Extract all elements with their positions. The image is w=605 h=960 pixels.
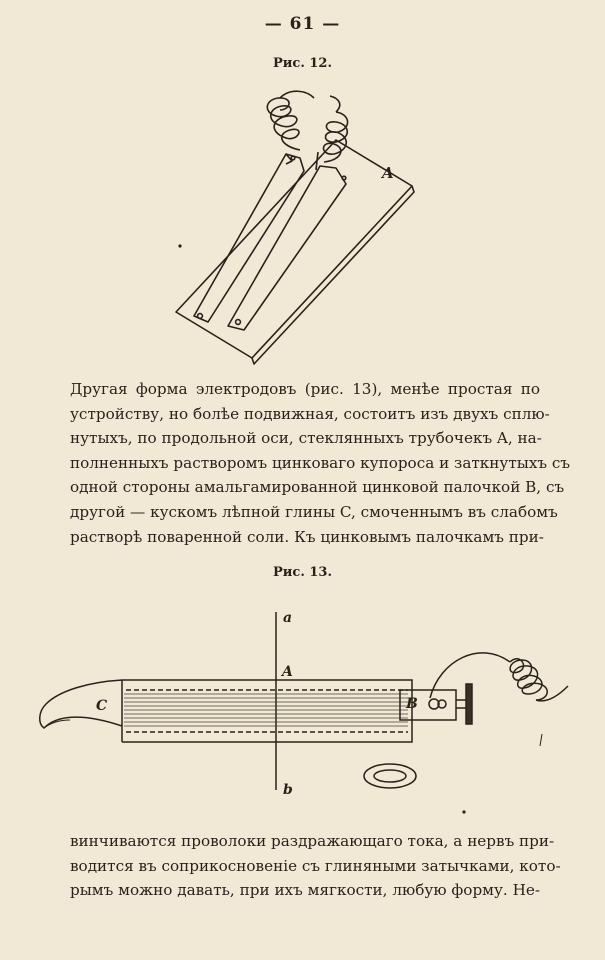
text-line: другой — кускомъ лѣпной глины C, смоченнымъ въ слабомъ [70,502,558,521]
figure-12-caption: Рис. 12. [272,56,332,71]
text-line: водится въ соприкосновеніе съ глиняными затычками, кото- [70,856,561,875]
text-line: рымъ можно давать, при ихъ мягкости, любую форму. Не- [70,881,540,900]
figure-13-caption: Рис. 13. [272,565,332,580]
page-number: — 61 — [264,14,341,34]
figure-12-label-a: A [382,164,394,182]
paragraph-2 [70,829,561,903]
text-line: одной стороны амальгамированной цинковой палочкой B, съ [70,478,565,497]
text-line: нутыхъ, по продольной оси, стеклянныхъ трубочекъ A, на- [70,429,542,448]
figure-13-label-B: B [406,696,418,712]
figure-13-label-b: b [283,782,293,798]
text-line: растворѣ поваренной соли. Къ цинковымъ палочкамъ при- [70,527,544,546]
ring [364,764,416,788]
figure-13-label-C: C [96,698,108,714]
text-line: устройству, но болѣе подвижная, состоитъ изъ двухъ сплю- [70,404,550,423]
wire-coil [510,659,547,700]
figure-13-label-a: a [283,610,293,626]
end-knob [466,684,472,724]
clay-plug [40,680,122,728]
text-line: Другая форма электродовъ (рис. 13), менѣе простая по [70,380,540,398]
text-line: винчиваются проволоки раздражающаго тока, а нервъ при- [70,832,555,850]
text-line: полненныхъ растворомъ цинковаго купороса и заткнутыхъ съ [70,453,571,472]
figure-13-label-A: A [282,664,293,680]
